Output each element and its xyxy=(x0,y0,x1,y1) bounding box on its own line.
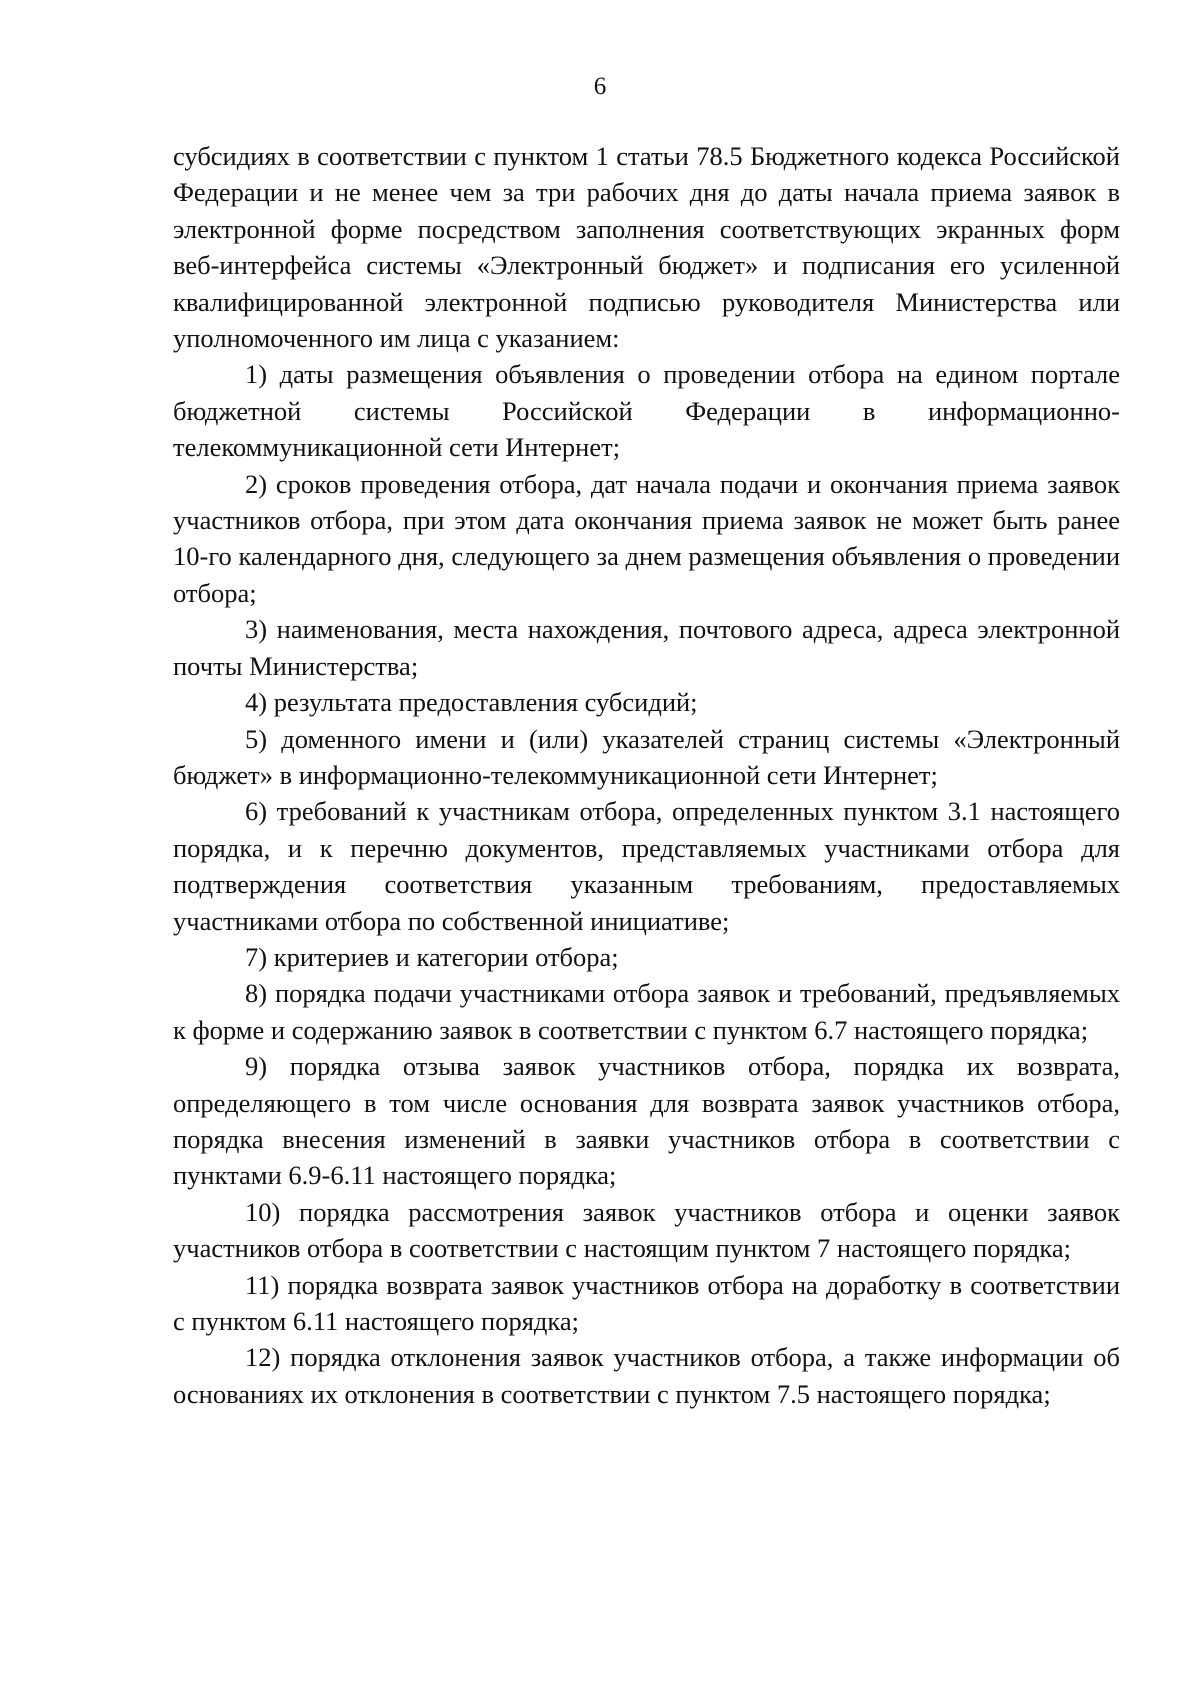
list-item-12: 12) порядка отклонения заявок участников отбора, а также информации об основаниях их отклонения в соответствии с пунктом 7.5 настоящего порядка; xyxy=(173,1342,1120,1409)
list-item-8: 8) порядка подачи участниками отбора заявок и требований, предъявляемых к форме и содержанию заявок в соответствии с пунктом 6.7 настоящего порядка; xyxy=(173,978,1120,1045)
list-item-1: 1) даты размещения объявления о проведении отбора на едином портале бюджетной системы Российской Федерации в информационно-телекоммуникационной сети Интернет; xyxy=(173,359,1120,463)
list-item-4: 4) результата предоставления субсидий; xyxy=(245,687,698,718)
document-body xyxy=(173,138,1120,1412)
list-item-2: 2) сроков проведения отбора, дат начала подачи и окончания приема заявок участников отбора, при этом дата окончания приема заявок не может быть ранее 10-го календарного дня, следующего за днем размещения объявления о проведении отбора; xyxy=(173,468,1120,608)
list-item-9: 9) порядка отзыва заявок участников отбора, порядка их возврата, определяющего в том числе основания для возврата заявок участников отбора, порядка внесения изменений в заявки участников отбора в соответствии с пунктами 6.9-6.11 настоящего порядка; xyxy=(173,1051,1120,1191)
list-item-11: 11) порядка возврата заявок участников отбора на доработку в соответствии с пунктом 6.11 настоящего порядка; xyxy=(173,1269,1120,1336)
intro-paragraph: субсидиях в соответствии с пунктом 1 статьи 78.5 Бюджетного кодекса Российской Федерации и не менее чем за три рабочих дня до даты начала приема заявок в электронной форме посредством заполнения соответствующих экранных форм веб-интерфейса системы «Электронный бюджет» и подписания его усиленной квалифицированной электронной подписью руководителя Министерства или уполномоченного им лица с указанием: xyxy=(173,141,1120,354)
list-item-5: 5) доменного имени и (или) указателей страниц системы «Электронный бюджет» в информационно-телекоммуникационной сети Интернет; xyxy=(173,723,1120,790)
page-number: 6 xyxy=(593,73,607,100)
list-item-3: 3) наименования, места нахождения, почтового адреса, адреса электронной почты Министерства; xyxy=(173,614,1120,681)
list-item-6: 6) требований к участникам отбора, определенных пунктом 3.1 настоящего порядка, и к перечню документов, представляемых участниками отбора для подтверждения соответствия указанным требованиям, предоставляемых участниками отбора по собственной инициативе; xyxy=(173,796,1120,936)
list-item-10: 10) порядка рассмотрения заявок участников отбора и оценки заявок участников отбора в соответствии с настоящим пунктом 7 настоящего порядка; xyxy=(173,1196,1120,1264)
list-item-7: 7) критериев и категории отбора; xyxy=(245,941,619,972)
